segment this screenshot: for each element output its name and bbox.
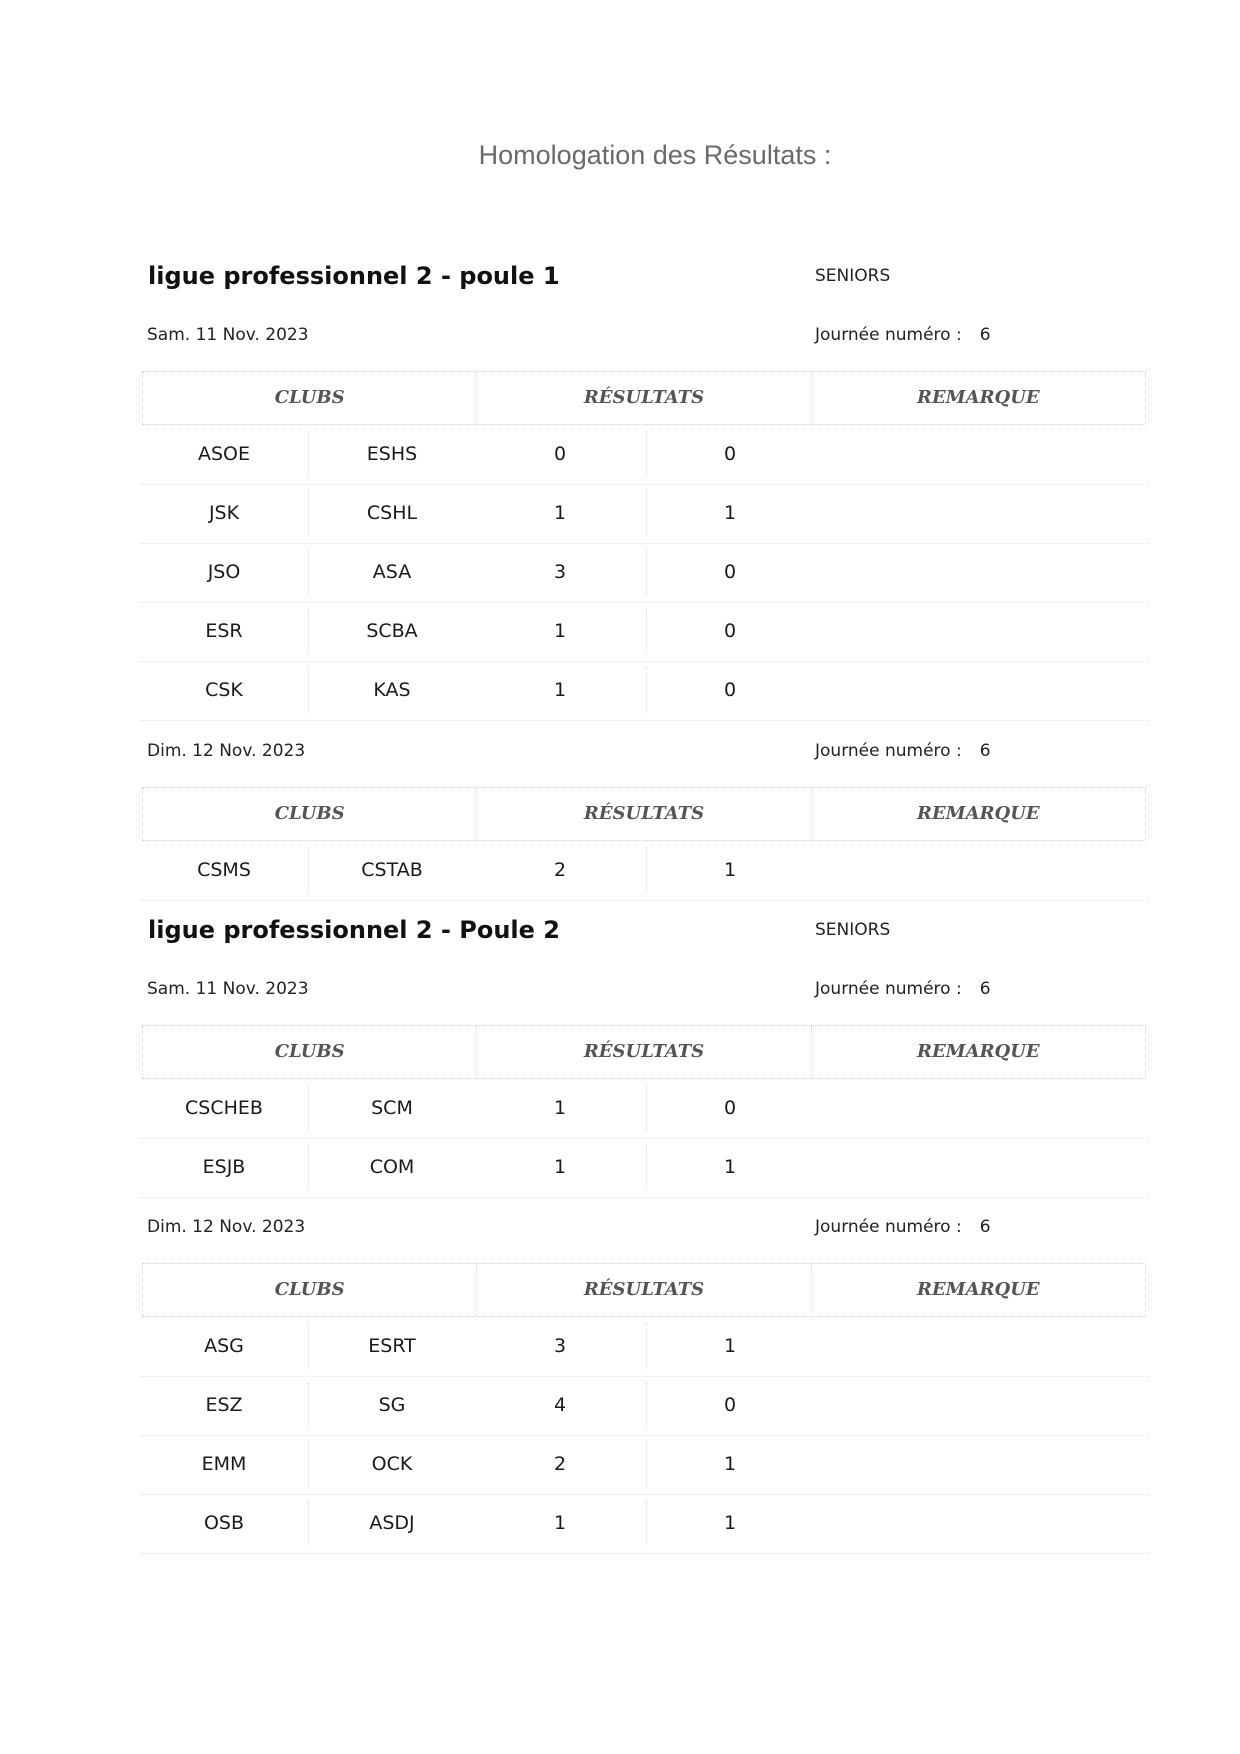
away-team: CSTAB (361, 859, 423, 881)
score-home: 0 (553, 443, 567, 465)
match-row (140, 602, 1150, 662)
match-row (140, 425, 1150, 485)
table-header (142, 371, 1146, 425)
match-row (140, 1494, 1150, 1554)
match-row (140, 841, 1150, 901)
score-home: 4 (553, 1394, 567, 1416)
home-team: ASG (204, 1335, 244, 1357)
match-date: Sam. 11 Nov. 2023 (147, 979, 309, 999)
match-row (140, 1435, 1150, 1495)
score-home: 2 (553, 859, 567, 881)
league-title: ligue professionnel 2 - poule 1 (148, 262, 560, 290)
header-remark: REMARQUE (811, 1026, 1146, 1078)
league-title: ligue professionnel 2 - Poule 2 (148, 916, 560, 944)
score-home: 1 (553, 1097, 567, 1119)
match-row (140, 1079, 1150, 1139)
match-row (140, 1376, 1150, 1436)
table-header (142, 1263, 1146, 1317)
home-team: JSK (208, 502, 240, 524)
match-row (140, 1317, 1150, 1377)
journee-label (815, 979, 991, 999)
away-team: SCM (371, 1097, 413, 1119)
away-team: ASDJ (369, 1512, 415, 1534)
category-label: SENIORS (815, 920, 891, 940)
home-team: JSO (207, 561, 241, 583)
score-away: 0 (723, 1097, 737, 1119)
match-row (140, 484, 1150, 544)
match-date: Sam. 11 Nov. 2023 (147, 325, 309, 345)
score-home: 1 (553, 1512, 567, 1534)
score-away: 0 (723, 1394, 737, 1416)
journee-label (815, 1217, 991, 1237)
away-team: ESRT (368, 1335, 416, 1357)
score-home: 1 (553, 620, 567, 642)
header-results: RÉSULTATS (476, 788, 810, 840)
header-remark: REMARQUE (811, 1264, 1146, 1316)
journee-number: 6 (979, 979, 991, 999)
home-team: EMM (201, 1453, 247, 1475)
section-poule-1 (140, 262, 1150, 732)
home-team: OSB (203, 1512, 245, 1534)
journee-text: Journée numéro : (815, 325, 962, 345)
home-team: ESJB (202, 1156, 246, 1178)
home-team: ESZ (205, 1394, 243, 1416)
header-clubs: CLUBS (142, 1026, 476, 1078)
score-away: 1 (723, 1512, 737, 1534)
header-results: RÉSULTATS (476, 1026, 810, 1078)
journee-text: Journée numéro : (815, 1217, 962, 1237)
away-team: SCBA (366, 620, 418, 642)
match-row (140, 1138, 1150, 1198)
away-team: ESHS (366, 443, 418, 465)
header-results: RÉSULTATS (476, 1264, 810, 1316)
home-team: CSK (205, 679, 243, 701)
score-home: 1 (553, 1156, 567, 1178)
match-row (140, 543, 1150, 603)
home-team: ESR (205, 620, 243, 642)
score-away: 1 (723, 502, 737, 524)
journee-label (815, 325, 991, 345)
page-title: Homologation des Résultats : (478, 140, 832, 170)
score-away: 0 (723, 443, 737, 465)
score-away: 1 (723, 1335, 737, 1357)
score-away: 0 (723, 561, 737, 583)
score-away: 0 (723, 679, 737, 701)
header-clubs: CLUBS (142, 788, 476, 840)
match-date: Dim. 12 Nov. 2023 (147, 1217, 306, 1237)
journee-number: 6 (979, 325, 991, 345)
journee-number: 6 (979, 741, 991, 761)
header-clubs: CLUBS (142, 1264, 476, 1316)
section-poule-1-day-2 (140, 741, 1150, 891)
table-header (142, 1025, 1146, 1079)
score-home: 3 (553, 561, 567, 583)
home-team: CSCHEB (185, 1097, 263, 1119)
away-team: OCK (371, 1453, 413, 1475)
score-away: 1 (723, 859, 737, 881)
score-away: 0 (723, 620, 737, 642)
section-poule-2-day-2 (140, 1217, 1150, 1557)
journee-text: Journée numéro : (815, 979, 962, 999)
score-home: 1 (553, 502, 567, 524)
journee-label (815, 741, 991, 761)
category-label: SENIORS (815, 266, 891, 286)
score-home: 2 (553, 1453, 567, 1475)
away-team: ASA (372, 561, 412, 583)
away-team: COM (369, 1156, 415, 1178)
score-away: 1 (723, 1156, 737, 1178)
score-home: 1 (553, 679, 567, 701)
journee-text: Journée numéro : (815, 741, 962, 761)
table-header (142, 787, 1146, 841)
section-poule-2 (140, 916, 1150, 1196)
journee-number: 6 (979, 1217, 991, 1237)
header-clubs: CLUBS (142, 372, 476, 424)
score-home: 3 (553, 1335, 567, 1357)
away-team: KAS (373, 679, 411, 701)
score-away: 1 (723, 1453, 737, 1475)
away-team: CSHL (366, 502, 418, 524)
match-row (140, 661, 1150, 721)
header-results: RÉSULTATS (476, 372, 810, 424)
header-remark: REMARQUE (811, 372, 1146, 424)
home-team: ASOE (197, 443, 251, 465)
header-remark: REMARQUE (811, 788, 1146, 840)
match-date: Dim. 12 Nov. 2023 (147, 741, 306, 761)
home-team: CSMS (197, 859, 251, 881)
away-team: SG (378, 1394, 406, 1416)
